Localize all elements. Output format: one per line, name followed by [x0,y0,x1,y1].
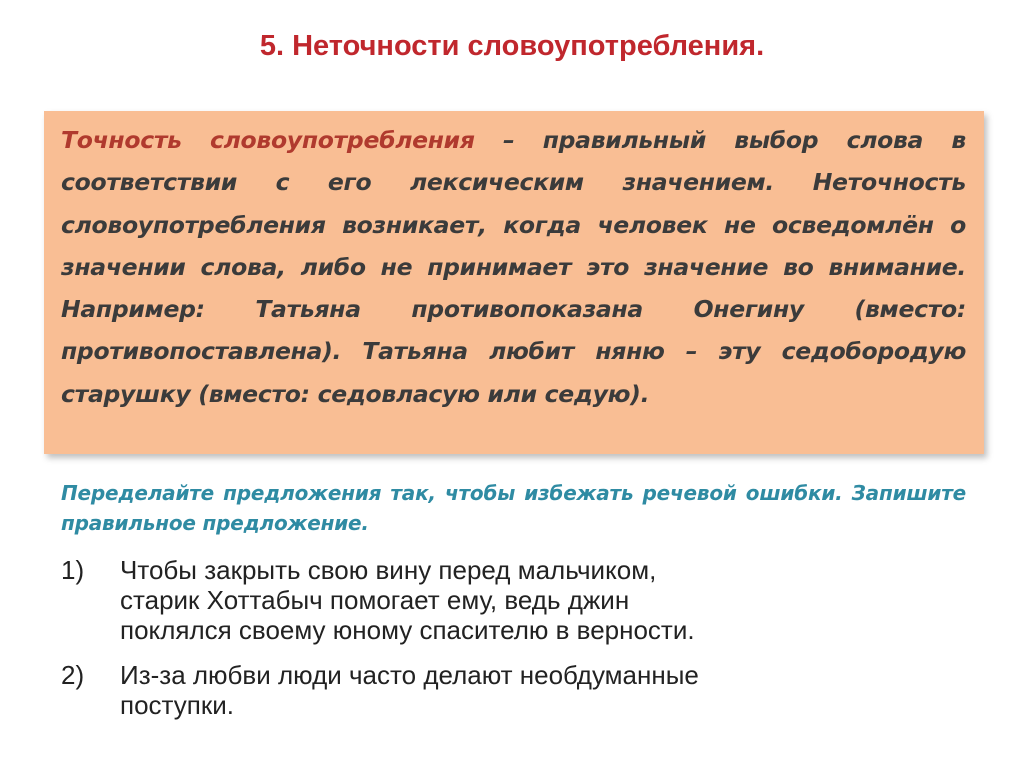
definition-paragraph [61,119,966,415]
definition-term: Точность словоупотребления [61,126,475,154]
list-item-text: Чтобы закрыть свою вину перед мальчиком, старик Хоттабыч помогает ему, ведь джин поклялся своему юному спасителю в верности. [120,555,695,645]
definition-body: – правильный выбор слова в соответствии с его лексическим значением. Неточность словоупотребления возникает, когда человек не осведомлён о значении слова, либо не принимает это значение во внимание. Например: Татьяна противопоказана Онегину (вместо: противопоставлена). Татьяна любит няню – эту седобородую старушку (вместо: седовласую или седую). [61,126,966,408]
list-item-number: 1) [61,555,85,585]
list-item-number: 2) [61,660,85,690]
sentence-list [61,555,961,735]
list-item [61,555,961,645]
slide-title: 5. Неточности словоупотребления. [259,30,765,62]
task-instruction: Переделайте предложения так, чтобы избежать речевой ошибки. Запишите правильное предложение. [61,481,966,535]
list-item [61,660,961,720]
list-item-text: Из-за любви люди часто делают необдуманные поступки. [120,660,699,720]
